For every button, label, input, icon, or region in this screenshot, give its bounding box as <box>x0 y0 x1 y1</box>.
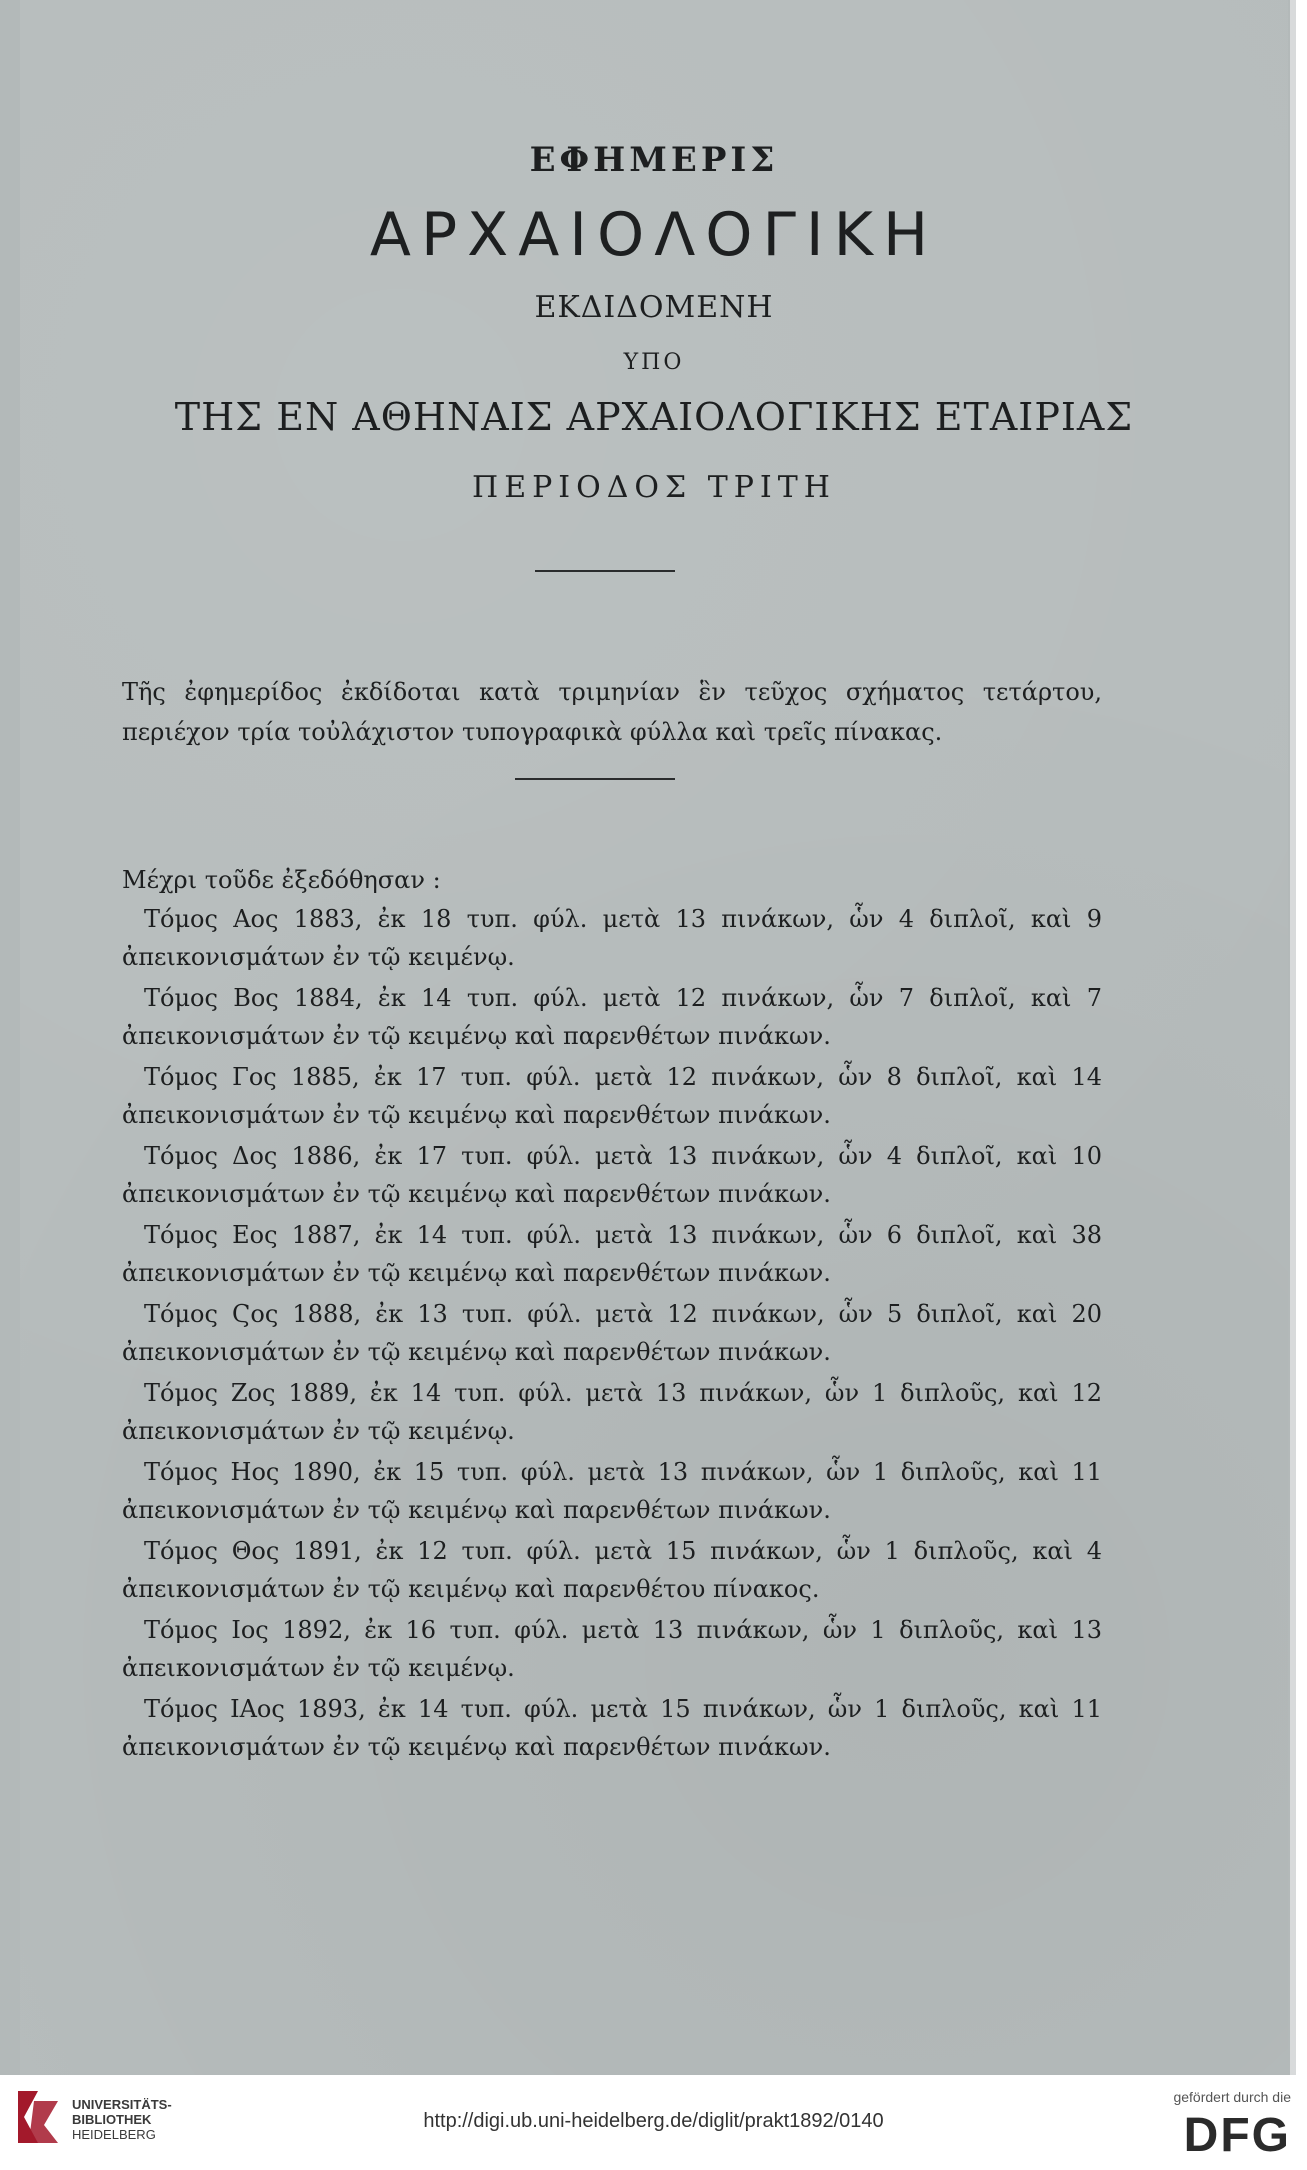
intro-paragraph: Τῆς ἐφημερίδος ἐκδίδοται κατὰ τριμηνίαν ἓν τεῦχος σχήματος τετάρτου, περιέχον τρία τοὐλάχιστον τυπογραφικὰ φύλλα καὶ τρεῖς πίνακας. <box>122 678 1102 746</box>
volume-entry <box>122 1216 1102 1292</box>
volume-list <box>122 900 1102 1769</box>
volume-label: Τόμος Δος <box>144 1142 278 1170</box>
volume-details: 1885, ἐκ 17 τυπ. φύλ. μετὰ 12 πινάκων, ὧν 8 διπλοῖ, καὶ 14 ἀπεικονισμάτων ἐν τῷ κειμένῳ καὶ παρενθέτων πινάκων. <box>122 1063 1102 1129</box>
library-line-1: UNIVERSITÄTS- <box>72 2097 172 2112</box>
volume-label: Τόμος Βος <box>144 984 279 1012</box>
volume-details: 1883, ἐκ 18 τυπ. φύλ. μετὰ 13 πινάκων, ὧν 4 διπλοῖ, καὶ 9 ἀπεικονισμάτων ἐν τῷ κειμένῳ. <box>122 905 1102 971</box>
footer-bar <box>0 2075 1307 2170</box>
volume-entry <box>122 1137 1102 1213</box>
library-line-3: HEIDELBERG <box>72 2127 156 2142</box>
volume-details: 1889, ἐκ 14 τυπ. φύλ. μετὰ 13 πινάκων, ὧν 1 διπλοῦς, καὶ 12 ἀπεικονισμάτων ἐν τῷ κειμένῳ. <box>122 1379 1102 1445</box>
volume-entry <box>122 1295 1102 1371</box>
volume-details: 1888, ἐκ 13 τυπ. φύλ. μετὰ 12 πινάκων, ὧν 5 διπλοῖ, καὶ 20 ἀπεικονισμάτων ἐν τῷ κειμένῳ καὶ παρενθέτων πινάκων. <box>122 1300 1103 1366</box>
permalink-url[interactable]: http://digi.ub.uni-heidelberg.de/diglit/prakt1892/0140 <box>423 2110 884 2132</box>
funding-note: gefördert durch die <box>1173 2089 1291 2105</box>
volume-details: 1893, ἐκ 14 τυπ. φύλ. μετὰ 15 πινάκων, ὧν 1 διπλοῦς, καὶ 11 ἀπεικονισμάτων ἐν τῷ κειμένῳ καὶ παρενθέτων πινάκων. <box>122 1695 1102 1761</box>
dfg-logo: DFG <box>1183 2109 1291 2162</box>
volume-details: 1886, ἐκ 17 τυπ. φύλ. μετὰ 13 πινάκων, ὧν 4 διπλοῖ, καὶ 10 ἀπεικονισμάτων ἐν τῷ κειμένῳ καὶ παρενθέτων πινάκων. <box>122 1142 1102 1208</box>
document-page <box>20 0 1288 2075</box>
volume-label: Τόμος Ζος <box>144 1379 276 1407</box>
volume-entry <box>122 1058 1102 1134</box>
title-period: ΠΕΡΙΟΔΟΣ ΤΡΙΤΗ <box>472 470 836 505</box>
volume-details: 1887, ἐκ 14 τυπ. φύλ. μετὰ 13 πινάκων, ὧν 6 διπλοῖ, καὶ 38 ἀπεικονισμάτων ἐν τῷ κειμένῳ καὶ παρενθέτων πινάκων. <box>122 1221 1103 1287</box>
volume-label: Τόμος Ηος <box>144 1458 280 1486</box>
title-ephemeris: ΕΦΗΜΕΡΙΣ <box>529 140 779 180</box>
list-heading: Μέχρι τοῦδε ἐξεδόθησαν : <box>122 866 441 894</box>
volume-details: 1884, ἐκ 14 τυπ. φύλ. μετὰ 12 πινάκων, ὧν 7 διπλοῖ, καὶ 7 ἀπεικονισμάτων ἐν τῷ κειμένῳ καὶ παρενθέτων πινάκων. <box>122 984 1102 1050</box>
volume-entry <box>122 1453 1102 1529</box>
volume-label: Τόμος ΙΑος <box>144 1695 285 1723</box>
volume-label: Τόμος Ιος <box>144 1616 269 1644</box>
title-archaiologiki: ΑΡΧΑΙΟΛΟΓΙΚΗ <box>369 200 939 270</box>
volume-entry <box>122 979 1102 1055</box>
volume-entry <box>122 1532 1102 1608</box>
title-ekdidomeni: ΕΚΔΙΔΟΜΕΝΗ <box>534 290 774 325</box>
title-society: ΤΗΣ ΕΝ ΑΘΗΝΑΙΣ ΑΡΧΑΙΟΛΟΓΙΚΗΣ ΕΤΑΙΡΙΑΣ <box>174 395 1134 439</box>
volume-label: Τόμος Αος <box>144 905 279 933</box>
volume-entry <box>122 1611 1102 1687</box>
volume-label: Τόμος Ϛος <box>144 1300 279 1328</box>
volume-label: Τόμος Γος <box>144 1063 277 1091</box>
volume-details: 1891, ἐκ 12 τυπ. φύλ. μετὰ 15 πινάκων, ὧν 1 διπλοῦς, καὶ 4 ἀπεικονισμάτων ἐν τῷ κειμένῳ καὶ παρενθέτου πίνακος. <box>122 1537 1102 1603</box>
divider-bottom <box>515 778 675 780</box>
divider-top <box>535 570 675 572</box>
volume-details: 1890, ἐκ 15 τυπ. φύλ. μετὰ 13 πινάκων, ὧν 1 διπλοῦς, καὶ 11 ἀπεικονισμάτων ἐν τῷ κειμένῳ καὶ παρενθέτων πινάκων. <box>122 1458 1102 1524</box>
volume-label: Τόμος Εος <box>144 1221 278 1249</box>
volume-entry <box>122 900 1102 976</box>
volume-label: Τόμος Θος <box>144 1537 280 1565</box>
volume-entry <box>122 1690 1102 1766</box>
title-ypo: ΥΠΟ <box>623 350 685 375</box>
library-line-2: BIBLIOTHEK <box>72 2112 152 2127</box>
volume-details: 1892, ἐκ 16 τυπ. φύλ. μετὰ 13 πινάκων, ὧν 1 διπλοῦς, καὶ 13 ἀπεικονισμάτων ἐν τῷ κειμένῳ. <box>122 1616 1102 1682</box>
volume-entry <box>122 1374 1102 1450</box>
